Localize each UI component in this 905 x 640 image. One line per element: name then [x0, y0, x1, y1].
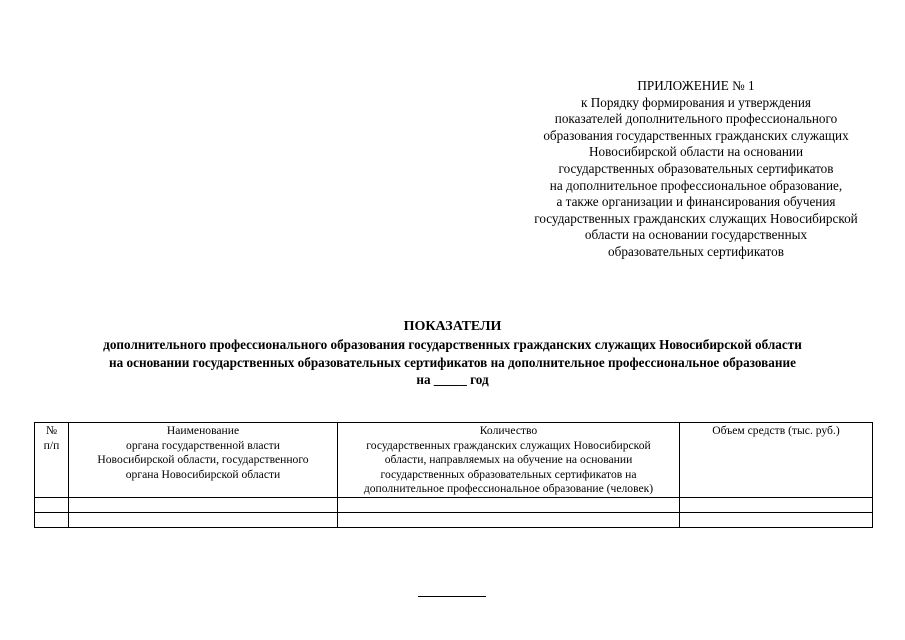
- header-line: дополнительное профессиональное образование (человек): [363, 482, 654, 496]
- appendix-text-line: области на основании государственных: [584, 227, 808, 243]
- appendix-text-line: показателей дополнительного профессионального: [554, 111, 838, 127]
- footer-divider: [418, 596, 486, 597]
- header-line: №: [45, 424, 58, 437]
- table-cell: [680, 497, 873, 512]
- indicators-table: [34, 422, 873, 528]
- header-organization: [69, 423, 338, 498]
- header-line: органа государственной власти: [126, 438, 280, 452]
- header-line: государственных образовательных сертификатов на: [380, 467, 637, 481]
- header-line: Объем средств (тыс. руб.): [712, 424, 840, 437]
- table-header-row: [35, 423, 873, 498]
- appendix-text-line: государственных образовательных сертификатов: [558, 160, 834, 176]
- appendix-text-line: на дополнительное профессиональное образование,: [549, 177, 843, 193]
- table-cell: [35, 512, 69, 527]
- appendix-text-line: Новосибирской области на основании: [588, 144, 804, 160]
- table-cell: [35, 497, 69, 512]
- appendix-number: ПРИЛОЖЕНИЕ № 1: [637, 78, 755, 93]
- table-row: [35, 497, 873, 512]
- table-cell: [69, 512, 338, 527]
- header-line: области, направляемых на обучение на основании: [384, 453, 633, 467]
- header-line: Количество: [479, 424, 538, 437]
- document-subtitle-line: на основании государственных образовательных сертификатов на дополнительное профессиональное образование: [109, 354, 796, 370]
- header-line: Наименование: [166, 424, 240, 437]
- table-cell: [680, 512, 873, 527]
- document-title: ПОКАЗАТЕЛИ: [403, 319, 502, 334]
- appendix-text-line: а также организации и финансирования обучения: [556, 194, 836, 210]
- header-funds: [680, 423, 873, 498]
- header-line: органа Новосибирской области: [125, 467, 281, 481]
- header-line: государственных гражданских служащих Новосибирской: [366, 438, 651, 452]
- table-cell: [338, 512, 680, 527]
- table-row: [35, 512, 873, 527]
- document-year-line: на _____ год: [416, 372, 489, 388]
- appendix-block: [512, 78, 880, 261]
- header-line: Новосибирской области, государственного: [97, 453, 309, 467]
- document-subtitle-line: дополнительного профессионального образования государственных гражданских служащих Новосибирской области: [103, 336, 802, 352]
- table-cell: [338, 497, 680, 512]
- table-cell: [69, 497, 338, 512]
- header-number: [35, 423, 69, 498]
- document-heading: [20, 318, 885, 389]
- header-line: п/п: [43, 438, 60, 452]
- appendix-text-line: к Порядку формирования и утверждения: [581, 94, 811, 110]
- header-quantity: [338, 423, 680, 498]
- appendix-text-line: образования государственных гражданских служащих: [543, 127, 849, 143]
- appendix-text-line: образовательных сертификатов: [608, 243, 784, 259]
- appendix-text-line: государственных гражданских служащих Новосибирской: [534, 210, 858, 226]
